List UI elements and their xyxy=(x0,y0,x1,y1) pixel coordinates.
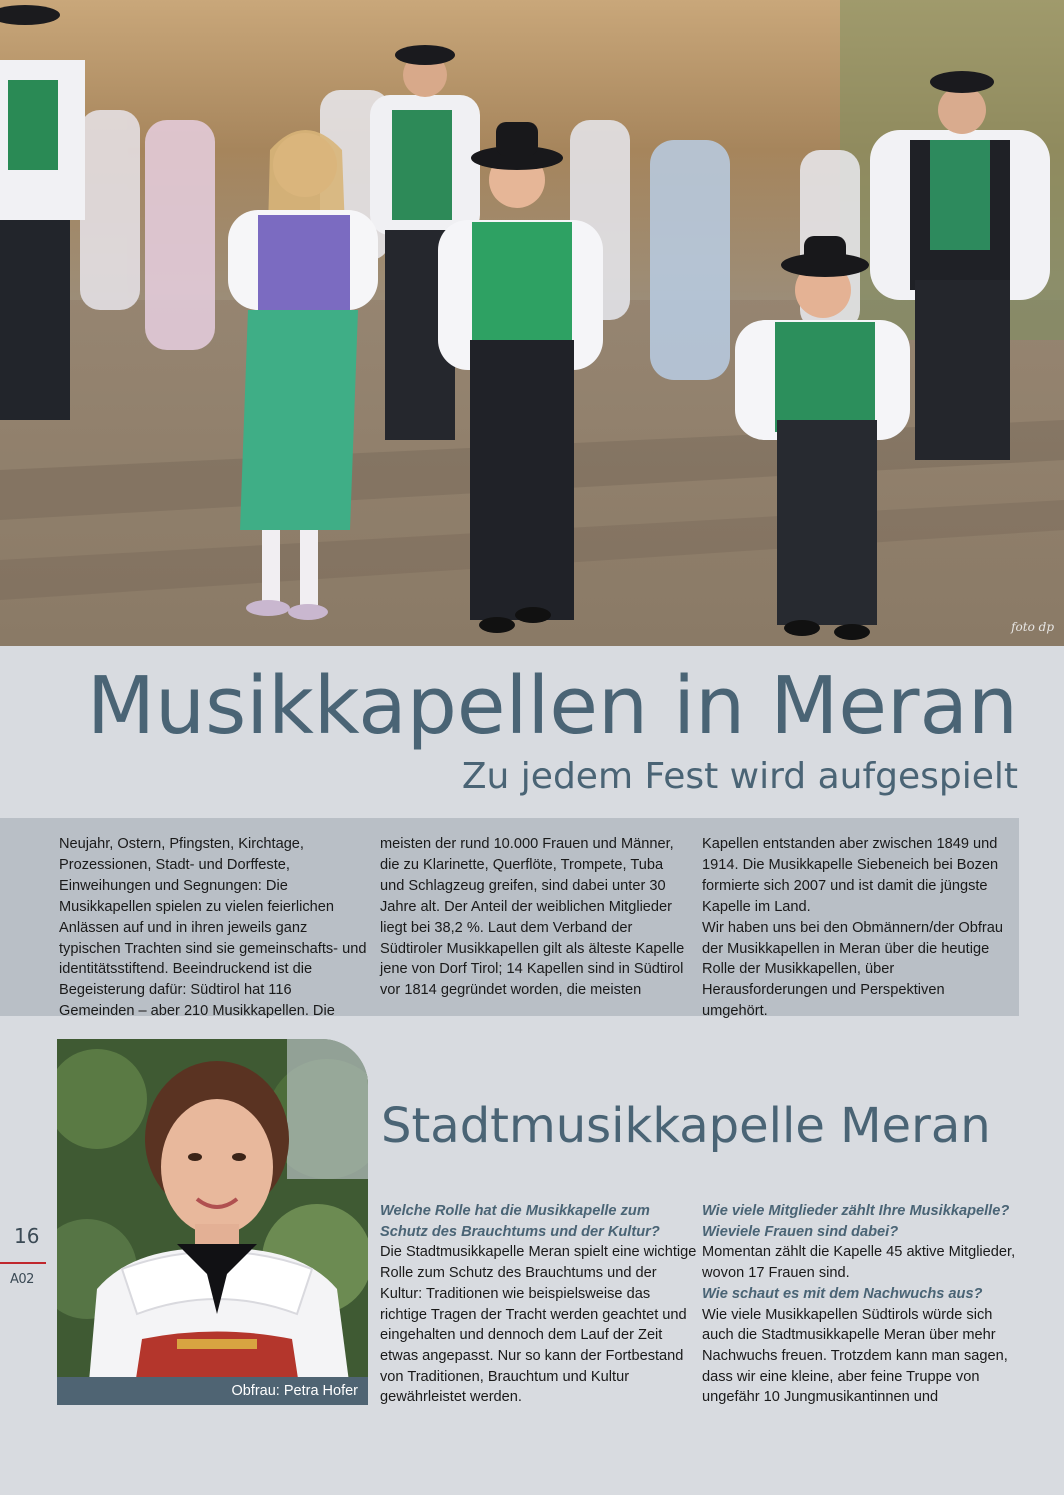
hero-photo xyxy=(0,0,1064,646)
intro-column-2 xyxy=(380,834,690,1001)
portrait-caption: Obfrau: Petra Hofer xyxy=(57,1377,368,1405)
photo-credit: foto dp xyxy=(1011,620,1054,634)
answer-1: Die Stadtmusikkapelle Meran spielt eine wichtige Rolle zum Schutz des Brauchtums und der Kultur: Traditionen wie beispielsweise das richtige Tragen der Tracht werden geachtet und eingehalten und dennoch dem Lauf der Zeit etwas angepasst. Nur so kann der Fortbestand von Traditionen, Brauchtum und Kultur gewährleistet werden. xyxy=(380,1244,697,1406)
qa-column-1 xyxy=(380,1201,698,1408)
section-title: Stadtmusikkapelle Meran xyxy=(381,1098,991,1154)
page-code: A02 xyxy=(10,1272,34,1287)
question-1: Welche Rolle hat die Musikkapelle zum Schutz des Brauchtums und der Kultur? xyxy=(380,1203,660,1240)
page-title: Musikkapellen in Meran xyxy=(86,660,1018,752)
intro-column-1 xyxy=(59,834,369,1022)
intro-text-1: Neujahr, Ostern, Pfingsten, Kirchtage, Prozessionen, Stadt- und Dorffeste, Einweihungen und Segnungen: Die Musikkapellen spielen zu vielen feierlichen Anlässen auf und in ihren jeweils ganz typischen Trachten sind sie gemeinschafts- und identitätsstiftend. Beeindruckend ist die Begeisterung dafür: Südtirol hat 116 Gemeinden – aber 210 Musikkapellen. Die xyxy=(59,836,367,1020)
intro-column-3 xyxy=(702,834,1012,1022)
answer-3: Wie viele Musikkapellen Südtirols würde sich auch die Stadtmusikkapelle Meran über mehr Nachwuchs freuen. Trotzdem kann man sagen, dass wir eine kleine, aber feine Truppe von ungefähr 10 Jungmusikantinnen und xyxy=(702,1306,1008,1406)
intro-text-3a: Kapellen entstanden aber zwischen 1849 und 1914. Die Musikkapelle Siebeneich bei Bozen formierte sich 2007 und ist damit die jüngste Kapelle im Land. xyxy=(702,836,999,915)
intro-text-3b: Wir haben uns bei den Obmännern/der Obfrau der Musikkapellen in Meran über die heutige Rolle der Musikkapellen, über Herausforderungen und Perspektiven umgehört. xyxy=(702,919,1003,1020)
page-subtitle: Zu jedem Fest wird aufgespielt xyxy=(461,756,1018,797)
page-number-rule xyxy=(0,1262,46,1264)
answer-2: Momentan zählt die Kapelle 45 aktive Mitglieder, wovon 17 Frauen sind. xyxy=(702,1244,1016,1282)
portrait-photo xyxy=(57,1039,368,1405)
question-2: Wie viele Mitglieder zählt Ihre Musikkapelle? Wieviele Frauen sind dabei? xyxy=(702,1203,1010,1240)
page-number: 16 xyxy=(14,1224,40,1248)
qa-column-2 xyxy=(702,1201,1020,1408)
intro-text-2: meisten der rund 10.000 Frauen und Männer, die zu Klarinette, Querflöte, Trompete, Tuba und Schlagzeug greifen, sind dabei unter 30 Jahre alt. Der Anteil der weiblichen Mitglieder liegt bei 38,2 %. Laut dem Verband der Südtiroler Musikkapellen gilt als älteste Kapelle jene von Dorf Tirol; 14 Kapellen sind in Südtirol vor 1814 gegründet worden, die meisten xyxy=(380,836,685,999)
question-3: Wie schaut es mit dem Nachwuchs aus? xyxy=(702,1285,983,1302)
